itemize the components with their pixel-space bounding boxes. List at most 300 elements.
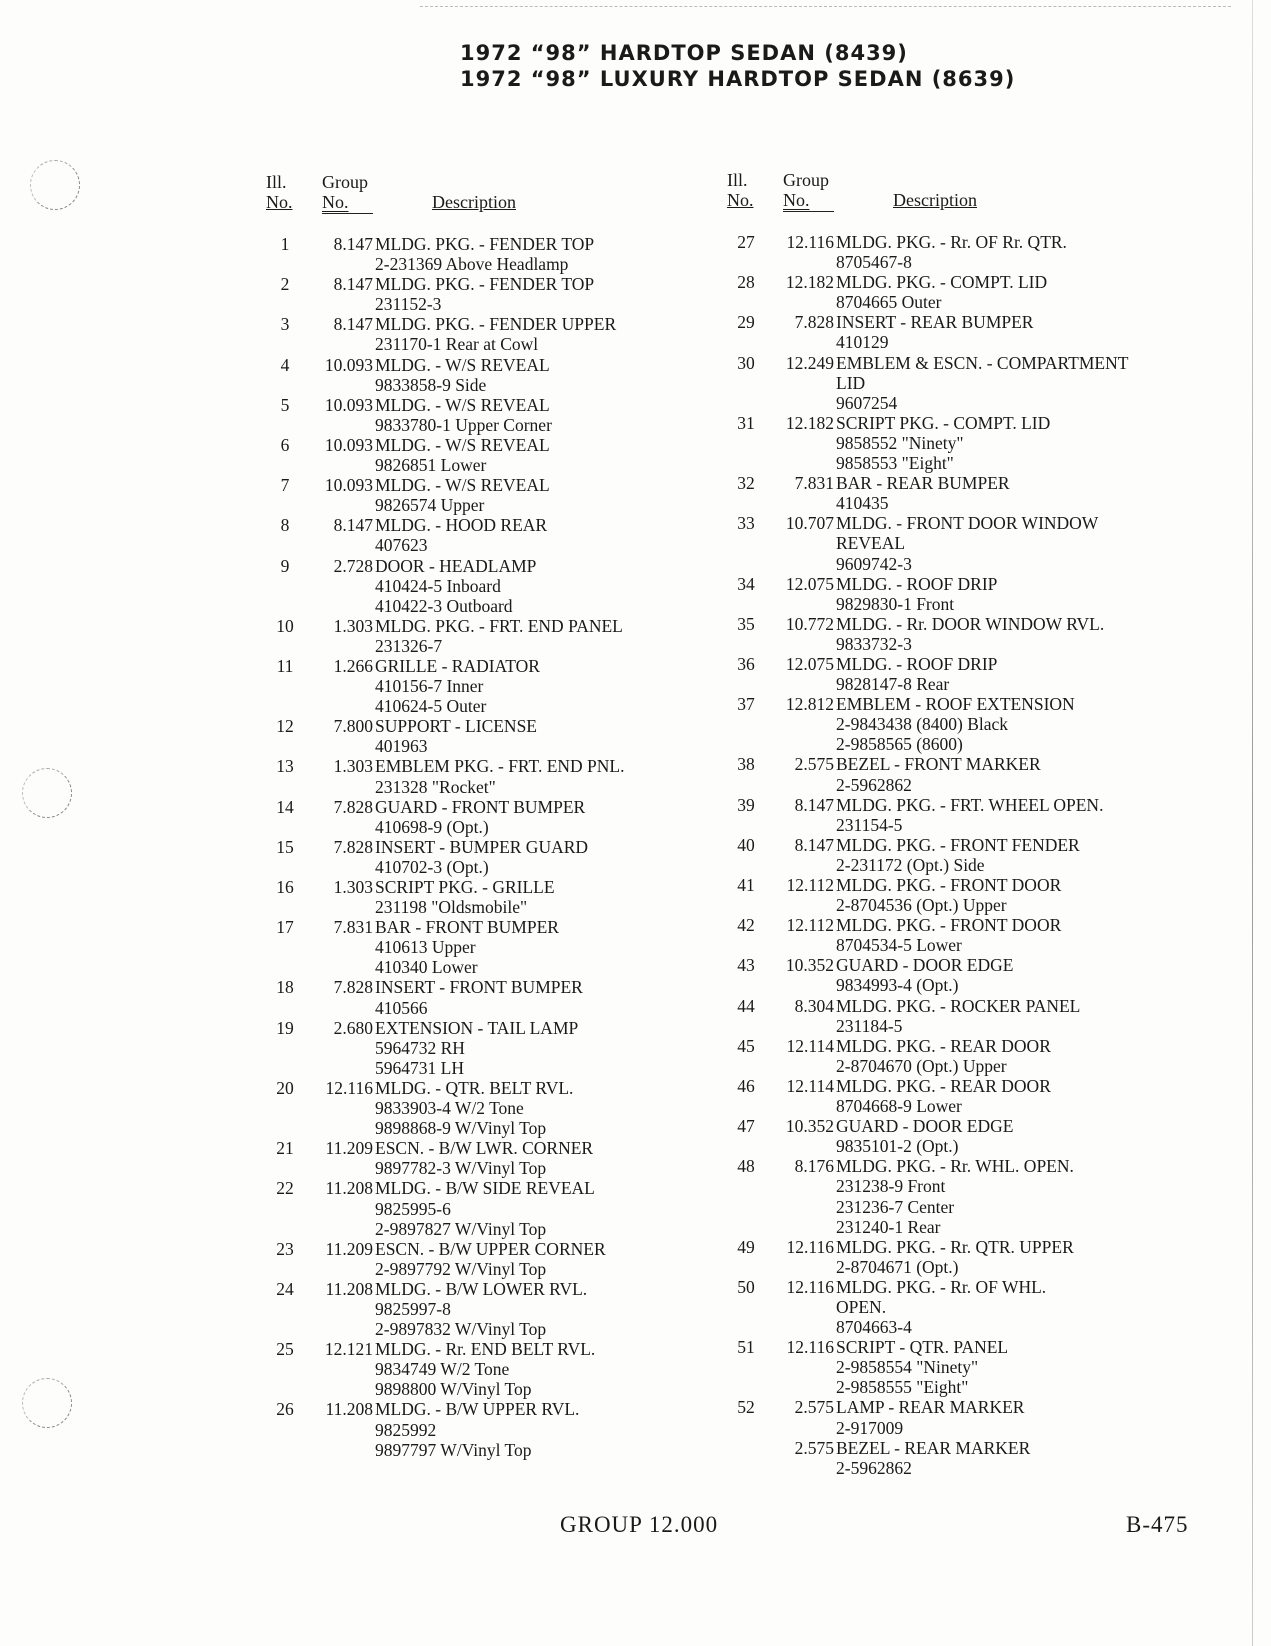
part-number-line: 231328 "Rocket" <box>375 776 496 797</box>
illustration-number: 35 <box>737 613 755 634</box>
parts-entry <box>266 435 726 475</box>
parts-entry-main-line <box>266 1239 726 1259</box>
group-number: 12.075 <box>785 653 834 674</box>
part-number-line: 231198 "Oldsmobile" <box>375 897 528 918</box>
illustration-number: 33 <box>737 513 755 534</box>
group-number: 12.182 <box>785 412 834 433</box>
column-header <box>727 170 1207 232</box>
parts-entry <box>266 656 726 716</box>
illustration-number: 31 <box>737 412 755 433</box>
part-number-line: 2-8704536 (Opt.) Upper <box>836 895 1007 916</box>
header-ill: Ill. <box>266 172 287 192</box>
parts-entry <box>266 1078 726 1138</box>
part-number-line: 9828147-8 Rear <box>836 674 950 695</box>
parts-entry <box>727 1237 1207 1277</box>
group-number: 10.093 <box>324 354 373 375</box>
parts-entry-main-line <box>266 616 726 636</box>
parts-entry <box>727 413 1207 473</box>
parts-entry <box>266 616 726 656</box>
parts-entry <box>266 1339 726 1399</box>
group-number: 1.266 <box>333 655 373 676</box>
parts-list-right <box>727 232 1207 1478</box>
part-description: MLDG. PKG. - COMPT. LID <box>836 272 1048 293</box>
part-description: GUARD - FRONT BUMPER <box>375 796 586 817</box>
part-description: MLDG. PKG. - Rr. OF Rr. QTR. <box>836 232 1067 252</box>
part-number-line: 410435 <box>836 493 889 514</box>
part-description: GRILLE - RADIATOR <box>375 655 540 676</box>
parts-entry <box>266 1178 726 1238</box>
parts-entry-main-line <box>727 614 1207 634</box>
parts-entry-main-line <box>727 875 1207 895</box>
part-description: MLDG. - HOOD REAR <box>375 515 548 536</box>
parts-entry <box>727 312 1207 352</box>
parts-entry-main-line <box>266 877 726 897</box>
group-number: 11.208 <box>325 1178 373 1199</box>
parts-entry-main-line <box>266 1279 726 1299</box>
part-description: MLDG. - W/S REVEAL <box>375 394 550 415</box>
part-number-line: 9834993-4 (Opt.) <box>836 975 959 996</box>
parts-entry <box>727 795 1207 835</box>
group-number: 12.075 <box>785 573 834 594</box>
part-number-line: 410424-5 Inboard <box>375 575 501 596</box>
parts-entry-main-line <box>727 513 1207 533</box>
part-number-line: 9825997-8 <box>375 1298 451 1319</box>
illustration-number: 9 <box>280 555 290 576</box>
parts-entry <box>727 835 1207 875</box>
parts-entry-main-line <box>727 915 1207 935</box>
group-number: 10.772 <box>785 613 834 634</box>
part-description: MLDG. - W/S REVEAL <box>375 434 550 455</box>
illustration-number: 45 <box>737 1035 755 1056</box>
group-number: 8.147 <box>333 234 373 254</box>
part-description: MLDG. PKG. - FENDER TOP <box>375 234 595 254</box>
part-number-line: 8704668-9 Lower <box>836 1096 962 1117</box>
part-number-line: 9609742-3 <box>836 553 912 574</box>
group-number: 12.116 <box>325 1077 373 1098</box>
parts-entry <box>727 1116 1207 1156</box>
page-title-line-2: 1972 “98” LUXURY HARDTOP SEDAN (8639) <box>460 67 1016 91</box>
part-number-line: REVEAL <box>836 533 906 554</box>
part-description: INSERT - BUMPER GUARD <box>375 836 589 857</box>
parts-entry-main-line <box>266 234 726 254</box>
illustration-number: 7 <box>280 475 290 496</box>
parts-entry <box>727 875 1207 915</box>
part-description: MLDG. - FRONT DOOR WINDOW <box>836 513 1099 534</box>
parts-entry <box>727 1337 1207 1397</box>
parts-entry-main-line <box>727 955 1207 975</box>
group-number: 11.208 <box>325 1278 373 1299</box>
group-number: 11.208 <box>325 1399 373 1420</box>
group-number: 2.575 <box>794 754 834 775</box>
illustration-number: 49 <box>737 1236 755 1257</box>
parts-entry <box>727 1036 1207 1076</box>
illustration-number: 10 <box>276 615 294 636</box>
part-number-line: 401963 <box>375 736 428 757</box>
group-number: 8.147 <box>794 834 834 855</box>
parts-entry-main-line <box>727 473 1207 493</box>
part-description: BEZEL - REAR MARKER <box>836 1437 1031 1458</box>
group-number: 8.304 <box>794 995 834 1016</box>
part-number-line: 231184-5 <box>836 1015 903 1036</box>
parts-entry-main-line <box>727 1277 1207 1297</box>
header-description: Description <box>893 190 977 210</box>
parts-entry <box>266 877 726 917</box>
part-description: BEZEL - FRONT MARKER <box>836 754 1041 775</box>
part-description: MLDG. PKG. - FENDER TOP <box>375 274 595 295</box>
illustration-number: 41 <box>737 875 755 895</box>
parts-entry-main-line <box>266 515 726 535</box>
parts-entry-main-line <box>266 837 726 857</box>
parts-entry-main-line <box>266 917 726 937</box>
part-description: EMBLEM PKG. - FRT. END PNL. <box>375 756 625 777</box>
illustration-number: 46 <box>737 1075 755 1096</box>
group-number: 7.828 <box>333 796 373 817</box>
part-number-line: 9833780-1 Upper Corner <box>375 414 552 435</box>
parts-entry-main-line <box>266 1339 726 1359</box>
part-description: EXTENSION - TAIL LAMP <box>375 1017 579 1038</box>
part-number-line: 410156-7 Inner <box>375 676 484 697</box>
part-number-line: 9858553 "Eight" <box>836 453 954 474</box>
parts-entry <box>266 274 726 314</box>
part-number-line: 2-5962862 <box>836 774 912 795</box>
parts-entry <box>266 1239 726 1279</box>
part-description: MLDG. - Rr. END BELT RVL. <box>375 1339 596 1360</box>
part-description: MLDG. PKG. - REAR DOOR <box>836 1075 1051 1096</box>
parts-entry <box>266 1399 726 1459</box>
part-number-line: 9826851 Lower <box>375 455 487 476</box>
part-description: LAMP - REAR MARKER <box>836 1397 1025 1418</box>
part-description: MLDG. PKG. - FRONT DOOR <box>836 875 1062 895</box>
illustration-number: 32 <box>737 473 755 494</box>
illustration-number: 42 <box>737 915 755 936</box>
part-number-line: 410129 <box>836 332 889 353</box>
header-group: Group <box>322 172 368 192</box>
parts-entry-main-line <box>266 656 726 676</box>
part-number-line: 231240-1 Rear <box>836 1216 941 1237</box>
parts-entry-main-line <box>727 754 1207 774</box>
part-number-line: 2-9843438 (8400) Black <box>836 714 1009 735</box>
parts-entry <box>727 513 1207 573</box>
parts-entry-main-line <box>266 314 726 334</box>
group-number: 8.147 <box>333 515 373 536</box>
group-number: 12.116 <box>786 1236 834 1257</box>
group-number: 7.828 <box>333 836 373 857</box>
part-description: MLDG. PKG. - FRT. END PANEL <box>375 615 623 636</box>
parts-entry-main-line <box>266 1138 726 1158</box>
parts-entry <box>266 1279 726 1339</box>
part-description: MLDG. - B/W LOWER RVL. <box>375 1278 588 1299</box>
part-description: EMBLEM & ESCN. - COMPARTMENT <box>836 352 1129 373</box>
part-description: MLDG. - QTR. BELT RVL. <box>375 1077 574 1098</box>
parts-entry <box>727 1076 1207 1116</box>
parts-entry <box>266 314 726 354</box>
footer-group-number: GROUP 12.000 <box>560 1512 719 1537</box>
part-number-line: 231154-5 <box>836 814 903 835</box>
part-description: ESCN. - B/W LWR. CORNER <box>375 1138 594 1159</box>
part-number-line: 407623 <box>375 535 428 556</box>
group-number: 8.147 <box>794 794 834 815</box>
parts-entry-main-line <box>727 694 1207 714</box>
illustration-number: 14 <box>276 796 294 817</box>
parts-entry-main-line <box>727 413 1207 433</box>
illustration-number: 25 <box>276 1339 294 1360</box>
part-description: MLDG. - ROOF DRIP <box>836 573 998 594</box>
group-number: 10.707 <box>785 513 834 534</box>
part-number-line: 410613 Upper <box>375 937 476 958</box>
part-number-line: 2-9858555 "Eight" <box>836 1377 969 1398</box>
illustration-number: 20 <box>276 1077 294 1098</box>
group-number: 10.352 <box>785 955 834 976</box>
parts-entry <box>266 716 726 756</box>
parts-entry <box>266 515 726 555</box>
group-number: 2.680 <box>333 1017 373 1038</box>
parts-entry-main-line <box>266 756 726 776</box>
part-description: MLDG. PKG. - Rr. OF WHL. <box>836 1276 1047 1297</box>
part-number-line: 410624-5 Outer <box>375 696 487 717</box>
part-description: SUPPORT - LICENSE <box>375 716 537 737</box>
illustration-number: 47 <box>737 1116 755 1137</box>
illustration-number: 44 <box>737 995 755 1016</box>
group-number: 12.121 <box>324 1339 373 1360</box>
part-description: MLDG. PKG. - FRT. WHEEL OPEN. <box>836 794 1104 815</box>
part-description: MLDG. - B/W UPPER RVL. <box>375 1399 580 1420</box>
parts-entry-main-line <box>266 1078 726 1098</box>
part-description: MLDG. PKG. - Rr. WHL. OPEN. <box>836 1156 1074 1177</box>
illustration-number: 13 <box>276 756 294 777</box>
parts-entry-main-line <box>727 272 1207 292</box>
parts-entry <box>727 955 1207 995</box>
parts-entry <box>727 473 1207 513</box>
part-number-line: 9858552 "Ninety" <box>836 432 964 453</box>
group-number: 12.116 <box>786 1337 834 1358</box>
parts-entry-main-line <box>727 1438 1207 1458</box>
part-number-line: 2-9897827 W/Vinyl Top <box>375 1218 547 1239</box>
illustration-number: 40 <box>737 834 755 855</box>
parts-entry <box>266 1018 726 1078</box>
illustration-number: 38 <box>737 754 755 775</box>
illustration-number: 16 <box>276 877 294 897</box>
parts-entry <box>727 996 1207 1036</box>
illustration-number: 37 <box>737 694 755 715</box>
parts-entry <box>266 917 726 977</box>
group-number: 12.112 <box>786 915 834 936</box>
part-description: MLDG. PKG. - FRONT DOOR <box>836 915 1062 936</box>
parts-entry <box>727 1438 1207 1478</box>
group-number: 10.093 <box>324 394 373 415</box>
group-number: 12.114 <box>786 1035 834 1056</box>
group-number: 2.575 <box>794 1397 834 1418</box>
group-number: 1.303 <box>333 877 373 897</box>
part-number-line: 2-9858565 (8600) <box>836 734 963 755</box>
parts-entry <box>266 556 726 616</box>
part-description: ESCN. - B/W UPPER CORNER <box>375 1238 606 1259</box>
illustration-number: 29 <box>737 312 755 333</box>
part-number-line: 2-9897832 W/Vinyl Top <box>375 1319 547 1340</box>
group-number: 7.831 <box>333 917 373 938</box>
group-number: 10.352 <box>785 1116 834 1137</box>
parts-entry <box>266 756 726 796</box>
parts-entry-main-line <box>266 556 726 576</box>
parts-entry <box>727 915 1207 955</box>
footer-page-number: B-475 <box>1126 1512 1189 1537</box>
group-number: 12.114 <box>786 1075 834 1096</box>
parts-entry <box>727 614 1207 654</box>
illustration-number: 27 <box>737 232 755 252</box>
illustration-number: 34 <box>737 573 755 594</box>
part-number-line: 9833732-3 <box>836 633 912 654</box>
illustration-number: 39 <box>737 794 755 815</box>
part-number-line: OPEN. <box>836 1296 887 1317</box>
parts-entry-main-line <box>266 1018 726 1038</box>
part-description: BAR - REAR BUMPER <box>836 473 1010 494</box>
illustration-number: 43 <box>737 955 755 976</box>
part-number-line: 9825995-6 <box>375 1198 451 1219</box>
parts-column-left <box>266 172 726 1460</box>
parts-entry-main-line <box>727 1156 1207 1176</box>
group-number: 12.182 <box>785 272 834 293</box>
illustration-number: 22 <box>276 1178 294 1199</box>
part-description: MLDG. - ROOF DRIP <box>836 653 998 674</box>
parts-entry <box>266 355 726 395</box>
parts-entry-main-line <box>727 232 1207 252</box>
parts-entry <box>266 977 726 1017</box>
part-description: INSERT - REAR BUMPER <box>836 312 1034 333</box>
parts-entry-main-line <box>727 1116 1207 1136</box>
part-description: SCRIPT PKG. - COMPT. LID <box>836 412 1051 433</box>
parts-entry-main-line <box>266 274 726 294</box>
part-description: MLDG. PKG. - REAR DOOR <box>836 1035 1051 1056</box>
illustration-number: 2 <box>280 274 290 295</box>
part-number-line: 2-917009 <box>836 1417 904 1438</box>
parts-entry-main-line <box>727 1397 1207 1417</box>
part-number-line: 8705467-8 <box>836 252 912 273</box>
part-number-line: 5964732 RH <box>375 1037 465 1058</box>
part-number-line: 9829830-1 Front <box>836 593 955 614</box>
binder-hole-top <box>30 160 80 210</box>
part-number-line: 9835101-2 (Opt.) <box>836 1136 959 1157</box>
part-description: SCRIPT PKG. - GRILLE <box>375 877 555 897</box>
illustration-number: 5 <box>280 394 290 415</box>
parts-entry-main-line <box>266 475 726 495</box>
parts-entry <box>727 272 1207 312</box>
parts-entry-main-line <box>727 996 1207 1016</box>
part-number-line: 231236-7 Center <box>836 1196 955 1217</box>
part-number-line: 9834749 W/2 Tone <box>375 1359 510 1380</box>
parts-entry-main-line <box>727 574 1207 594</box>
illustration-number: 15 <box>276 836 294 857</box>
parts-entry <box>266 837 726 877</box>
illustration-number: 1 <box>280 234 290 254</box>
page-top-edge <box>420 6 1231 8</box>
illustration-number: 51 <box>737 1337 755 1358</box>
header-ill-no: No. <box>727 190 754 210</box>
part-description: GUARD - DOOR EDGE <box>836 955 1014 976</box>
group-number: 7.828 <box>333 977 373 998</box>
header-group-no: No. <box>322 192 373 214</box>
group-number: 8.176 <box>794 1156 834 1177</box>
part-description: MLDG. - W/S REVEAL <box>375 475 550 496</box>
parts-entry <box>727 1156 1207 1236</box>
group-number: 10.093 <box>324 475 373 496</box>
illustration-number: 18 <box>276 977 294 998</box>
group-number: 2.728 <box>333 555 373 576</box>
part-number-line: 2-231172 (Opt.) Side <box>836 854 985 875</box>
group-number: 1.303 <box>333 615 373 636</box>
parts-entry <box>727 232 1207 272</box>
illustration-number: 12 <box>276 716 294 737</box>
illustration-number: 23 <box>276 1238 294 1259</box>
illustration-number: 48 <box>737 1156 755 1177</box>
part-number-line: 231326-7 <box>375 635 443 656</box>
illustration-number: 28 <box>737 272 755 293</box>
part-number-line: LID <box>836 372 866 393</box>
parts-entry-main-line <box>266 355 726 375</box>
parts-entry-main-line <box>266 395 726 415</box>
parts-list-left <box>266 234 726 1460</box>
group-number: 11.209 <box>325 1138 373 1159</box>
part-description: MLDG. PKG. - ROCKER PANEL <box>836 995 1081 1016</box>
part-number-line: 8704663-4 <box>836 1317 912 1338</box>
group-number: 8.147 <box>333 314 373 335</box>
part-number-line: 231170-1 Rear at Cowl <box>375 334 539 355</box>
parts-entry-main-line <box>266 1399 726 1419</box>
illustration-number: 36 <box>737 653 755 674</box>
illustration-number: 19 <box>276 1017 294 1038</box>
page-title-block <box>460 40 1020 92</box>
parts-entry <box>727 754 1207 794</box>
parts-entry-main-line <box>727 1237 1207 1257</box>
part-number-line: 9897782-3 W/Vinyl Top <box>375 1158 547 1179</box>
part-description: GUARD - DOOR EDGE <box>836 1116 1014 1137</box>
part-number-line: 231152-3 <box>375 294 442 315</box>
illustration-number: 11 <box>276 655 294 676</box>
group-number: 12.116 <box>786 1276 834 1297</box>
part-description: MLDG. - Rr. DOOR WINDOW RVL. <box>836 613 1105 634</box>
parts-entry <box>727 1277 1207 1337</box>
part-number-line: 2-8704670 (Opt.) Upper <box>836 1055 1007 1076</box>
part-number-line: 410340 Lower <box>375 957 478 978</box>
illustration-number: 3 <box>280 314 290 335</box>
illustration-number: 4 <box>280 354 290 375</box>
group-number: 11.209 <box>325 1238 373 1259</box>
part-number-line: 9897797 W/Vinyl Top <box>375 1439 532 1460</box>
illustration-number: 26 <box>276 1399 294 1420</box>
parts-entry-main-line <box>727 312 1207 332</box>
header-description: Description <box>432 192 516 212</box>
illustration-number: 50 <box>737 1276 755 1297</box>
parts-entry-main-line <box>727 1036 1207 1056</box>
part-description: MLDG. - W/S REVEAL <box>375 354 550 375</box>
part-number-line: 9898800 W/Vinyl Top <box>375 1379 532 1400</box>
part-number-line: 9825992 <box>375 1419 437 1440</box>
part-number-line: 2-9858554 "Ninety" <box>836 1357 979 1378</box>
part-description: SCRIPT - QTR. PANEL <box>836 1337 1009 1358</box>
part-number-line: 8704534-5 Lower <box>836 935 962 956</box>
part-number-line: 410702-3 (Opt.) <box>375 856 489 877</box>
group-number: 12.112 <box>786 875 834 895</box>
part-number-line: 9607254 <box>836 392 898 413</box>
part-number-line: 9826574 Upper <box>375 495 485 516</box>
column-header <box>266 172 726 234</box>
part-number-line: 410422-3 Outboard <box>375 595 513 616</box>
parts-column-right <box>727 170 1207 1478</box>
part-number-line: 2-231369 Above Headlamp <box>375 254 569 275</box>
group-number: 12.812 <box>785 694 834 715</box>
parts-entry <box>266 234 726 274</box>
illustration-number: 52 <box>737 1397 755 1418</box>
part-number-line: 9833858-9 Side <box>375 374 487 395</box>
binder-hole-bottom <box>22 1378 72 1428</box>
